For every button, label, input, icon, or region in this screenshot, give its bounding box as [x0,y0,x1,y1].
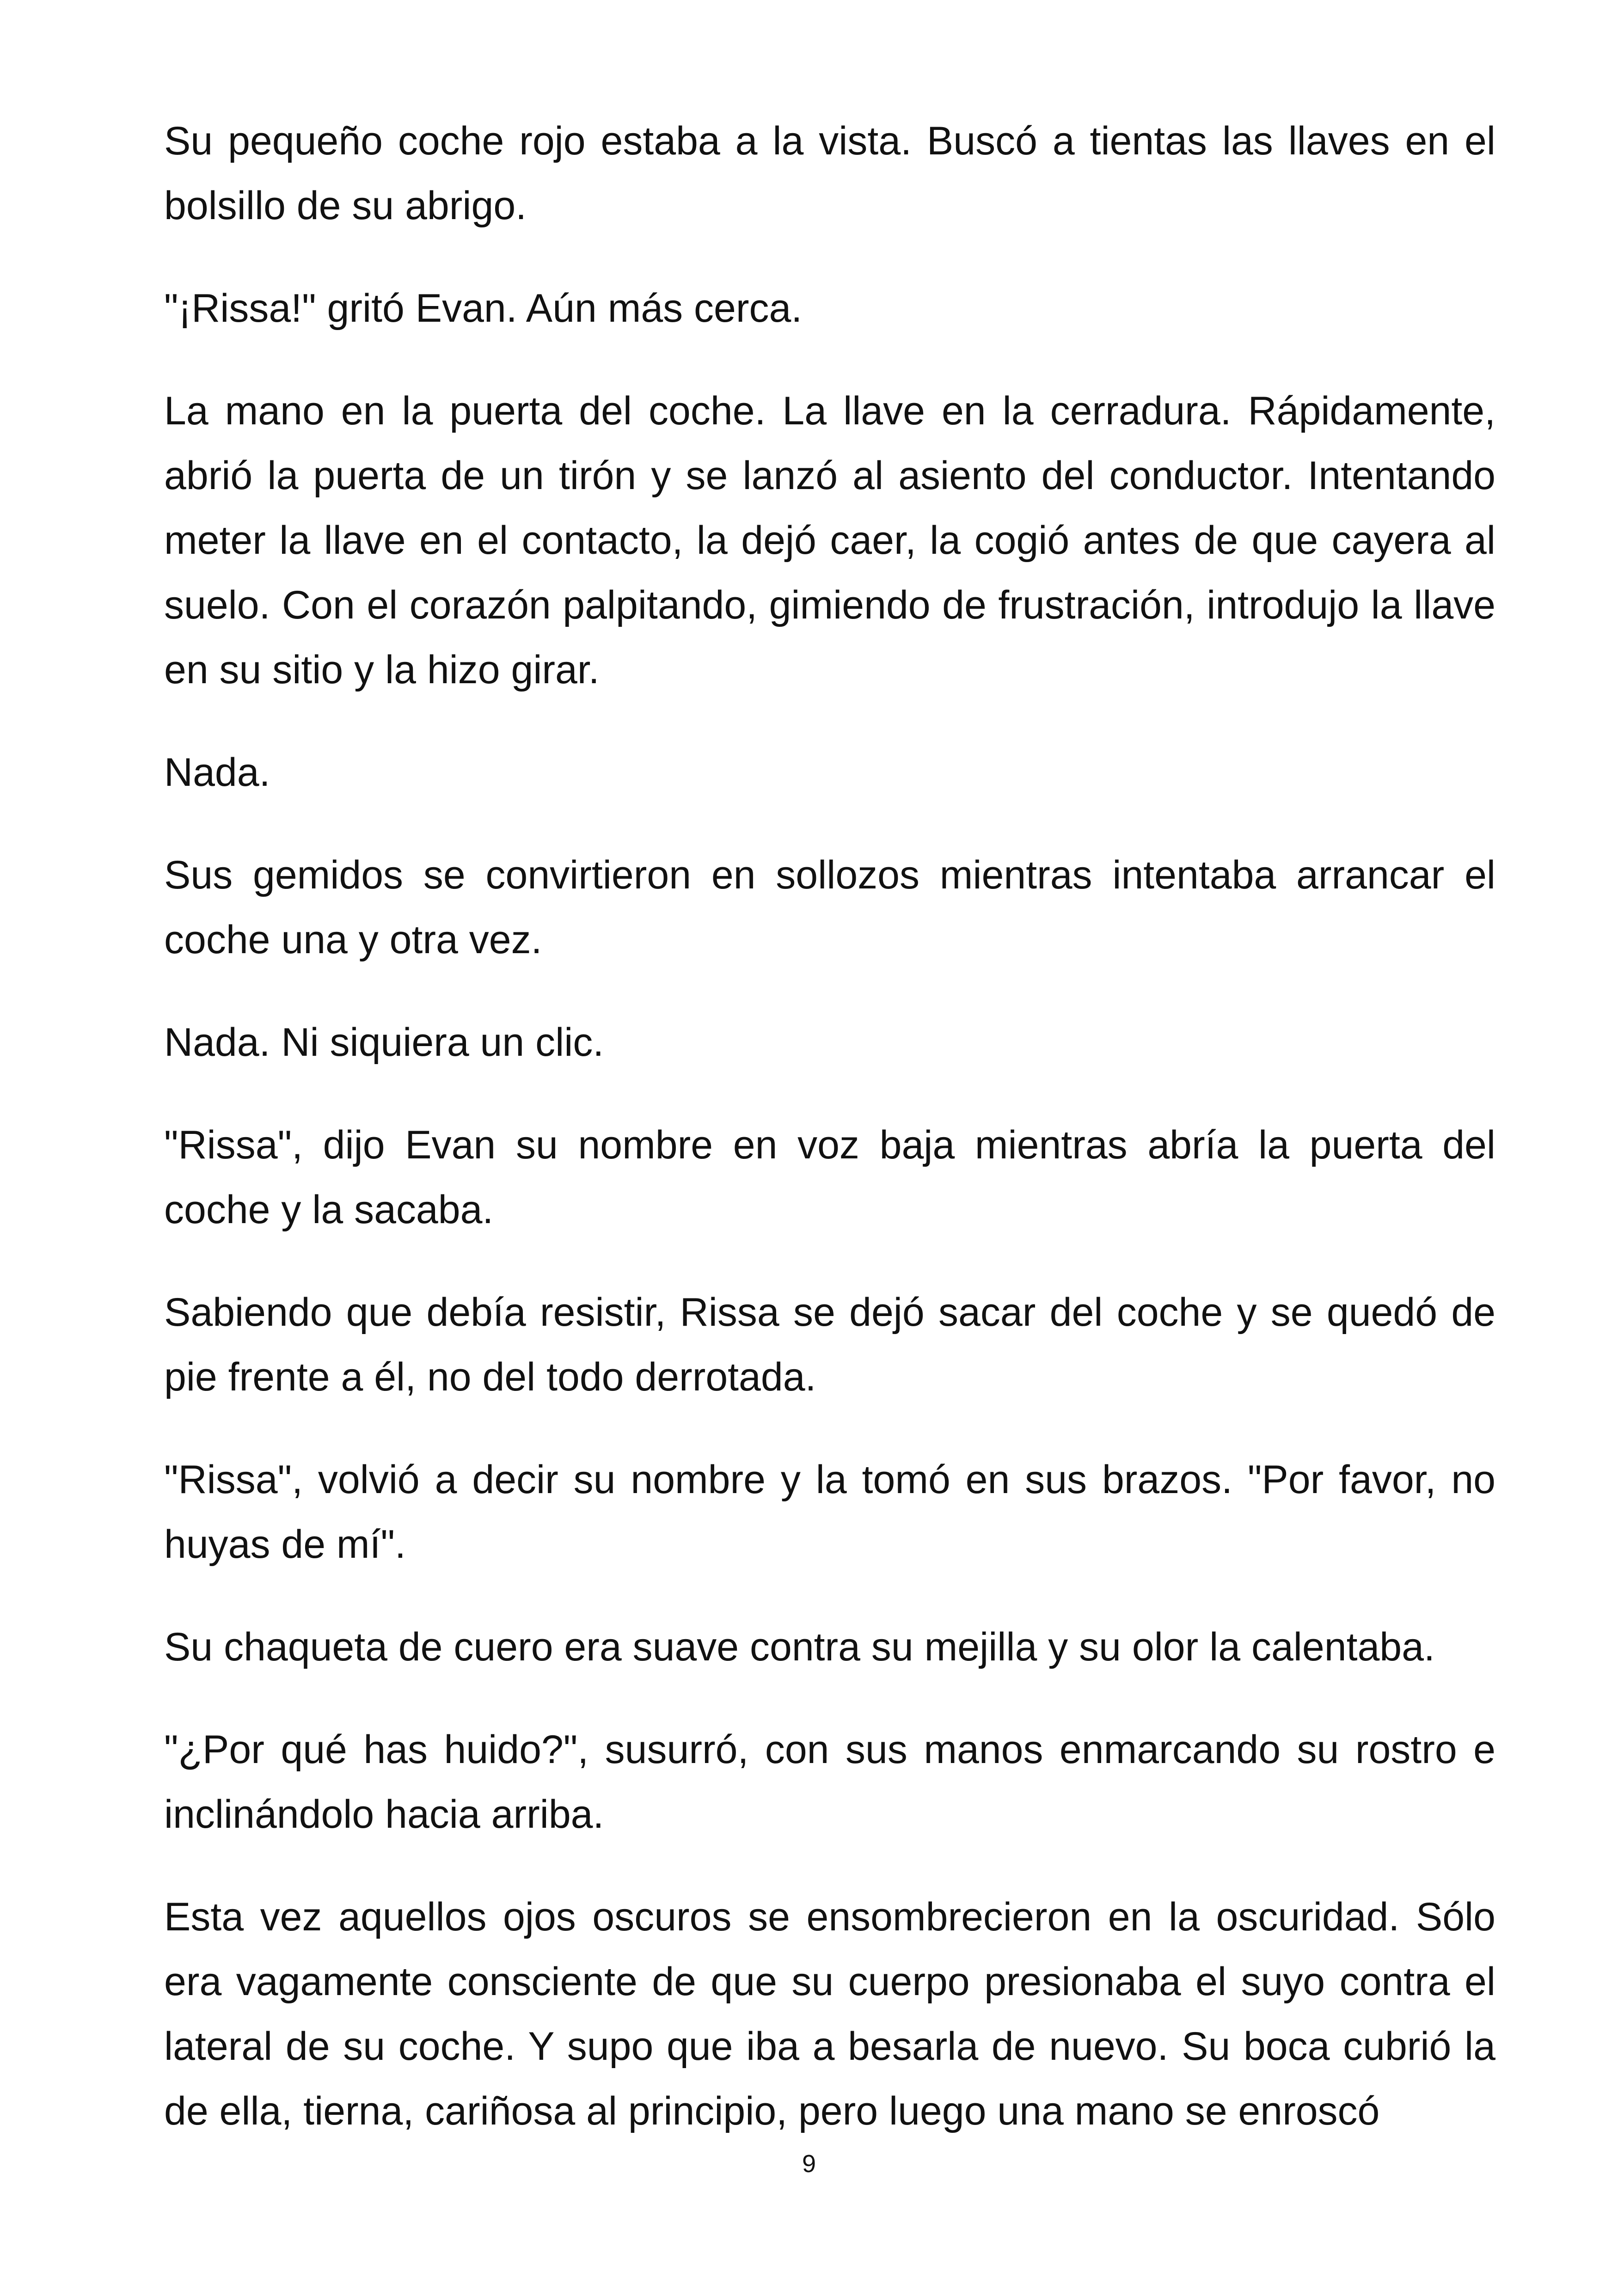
paragraph: La mano en la puerta del coche. La llave en la cerradura. Rápidamente, abrió la puerta de un tirón y se lanzó al asiento del conductor. Intentando meter la llave en el contacto, la dejó caer, la cogió antes de que cayera al suelo. Con el corazón palpitando, gimiendo de frustración, introdujo la llave en su sitio y la hizo girar. [164,389,1495,692]
paragraph: "Rissa", volvió a decir su nombre y la tomó en sus brazos. "Por favor, no huyas de mí". [164,1457,1495,1567]
page-number: 9 [802,2150,816,2178]
paragraph: Nada. [164,750,270,795]
body-text [164,109,1495,2181]
paragraph: Su pequeño coche rojo estaba a la vista. Buscó a tientas las llaves en el bolsillo de su abrigo. [164,119,1495,228]
paragraph: Sabiendo que debía resistir, Rissa se dejó sacar del coche y se quedó de pie frente a él, no del todo derrotada. [164,1290,1495,1399]
paragraph: "¿Por qué has huido?", susurró, con sus manos enmarcando su rostro e inclinándolo hacia arriba. [164,1727,1495,1837]
paragraph: Sus gemidos se convirtieron en sollozos mientras intentaba arrancar el coche una y otra vez. [164,853,1495,962]
paragraph: Nada. Ni siquiera un clic. [164,1020,604,1065]
paragraph: Su chaqueta de cuero era suave contra su mejilla y su olor la calentaba. [164,1625,1435,1669]
paragraph: Esta vez aquellos ojos oscuros se ensombrecieron en la oscuridad. Sólo era vagamente consciente de que su cuerpo presionaba el suyo contra el lateral de su coche. Y supo que iba a besarla de nuevo. Su boca cubrió la de ella, tierna, cariñosa al principio, pero luego una mano se enroscó [164,1895,1495,2133]
paragraph: "Rissa", dijo Evan su nombre en voz baja mientras abría la puerta del coche y la sacaba. [164,1123,1495,1232]
paragraph: "¡Rissa!" gritó Evan. Aún más cerca. [164,286,803,331]
